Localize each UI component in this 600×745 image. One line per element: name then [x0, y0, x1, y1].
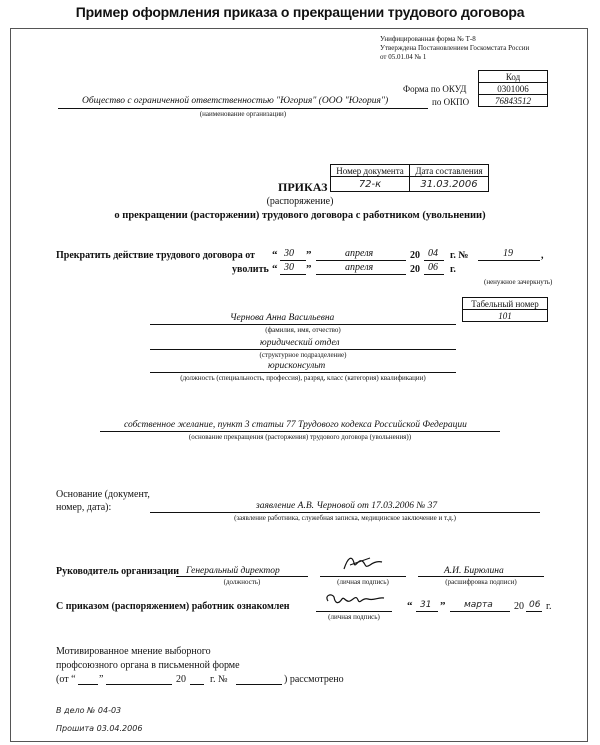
dismiss-day-line	[280, 274, 306, 275]
grounds-text: собственное желание, пункт 3 статьи 77 Трудового кодекса Российской Федерации	[124, 420, 467, 430]
union-year-line	[190, 684, 204, 685]
codes-header: Код	[479, 71, 548, 83]
order-subtitle: (распоряжение)	[266, 196, 334, 207]
terminate-label: Прекратить действие трудового договора от	[56, 250, 255, 261]
grounds-caption: (основание прекращения (расторжения) трудового договора (увольнения))	[188, 433, 412, 441]
union-line3-suffix: ) рассмотрено	[284, 674, 344, 685]
dismiss-month-line	[316, 274, 406, 275]
doc-date-header: Дата составления	[410, 165, 489, 177]
tab-number-value: 101	[463, 310, 548, 322]
doc-number-table	[330, 164, 489, 192]
head-position-caption: (должность)	[223, 578, 261, 586]
ack-quote-close: ”	[440, 600, 446, 612]
form-number: Унифицированная форма № Т-8	[380, 35, 476, 43]
ack-sign-line	[316, 611, 392, 612]
terminate-year: 04	[428, 248, 438, 259]
codes-table	[478, 70, 548, 107]
dismiss-label: уволить	[232, 264, 269, 275]
doc-number-header: Номер документа	[331, 165, 410, 177]
basis-label-line2: номер, дата):	[56, 502, 112, 513]
dismiss-year-line	[424, 274, 444, 275]
employee-name: Чернова Анна Васильевна	[230, 313, 335, 323]
order-title: ПРИКАЗ	[278, 180, 328, 194]
union-number-line	[236, 684, 282, 685]
employee-dept: юридический отдел	[260, 338, 340, 348]
head-name: А.И. Бирюлина	[444, 566, 504, 576]
ack-month-line	[450, 611, 510, 612]
head-name-caption: (расшифровка подписи)	[445, 578, 517, 586]
union-line3-quote-close: ”	[99, 674, 104, 685]
okud-label: Форма по ОКУД	[403, 84, 467, 94]
basis-label-line1: Основание (документ,	[56, 489, 150, 500]
dismiss-year-prefix: 20	[410, 264, 420, 275]
terminate-month: апреля	[345, 248, 374, 259]
terminate-number-line	[478, 260, 540, 261]
terminate-quote-open: “	[272, 249, 278, 261]
grounds-line	[100, 431, 500, 432]
terminate-day: 30	[284, 248, 294, 259]
organization-name: Общество с ограниченной ответственностью "Югория" (ООО "Югория")	[82, 96, 389, 106]
strike-note: (ненужное зачеркнуть)	[484, 278, 553, 286]
stitched-note: Прошита 03.04.2006	[56, 724, 143, 733]
ack-month: марта	[464, 600, 493, 610]
union-line3-g: г. №	[210, 674, 228, 685]
union-line2: профсоюзного органа в письменной форме	[56, 660, 240, 671]
basis-caption: (заявление работника, служебная записка, медицинское заключение и т.д.)	[234, 514, 456, 522]
employee-dept-line	[150, 349, 456, 350]
employee-name-caption: (фамилия, имя, отчество)	[265, 326, 341, 334]
basis-value: заявление А.В. Черновой от 17.03.2006 № 37	[256, 501, 438, 511]
ack-sign-caption: (личная подпись)	[328, 613, 380, 621]
form-approval: Утверждена Постановлением Госкомстата России	[380, 44, 530, 52]
organization-line	[58, 108, 428, 109]
terminate-number-label: г. №	[450, 250, 469, 261]
terminate-quote-close: ”	[306, 249, 312, 261]
terminate-comma: ,	[541, 250, 544, 261]
terminate-month-line	[316, 260, 406, 261]
doc-date-value: 31.03.2006	[410, 177, 489, 192]
union-day-line	[78, 684, 98, 685]
union-month-line	[106, 684, 172, 685]
ack-day: 31	[420, 600, 432, 610]
head-position-line	[176, 576, 308, 577]
employee-signature	[322, 591, 388, 611]
doc-number-value: 72-к	[331, 177, 410, 192]
ack-day-line	[416, 611, 438, 612]
ack-year-line	[526, 611, 542, 612]
ack-quote-open: “	[407, 600, 413, 612]
head-position: Генеральный директор	[186, 566, 280, 576]
okpo-label: по ОКПО	[432, 97, 470, 107]
terminate-day-line	[280, 260, 306, 261]
page-title: Пример оформления приказа о прекращении трудового договора	[75, 4, 525, 20]
head-sign-line	[320, 576, 406, 577]
form-approval-date: от 05.01.04 № 1	[380, 53, 427, 61]
employee-position-line	[150, 372, 456, 373]
head-label: Руководитель организации	[56, 566, 180, 577]
terminate-year-prefix: 20	[410, 250, 420, 261]
employee-dept-caption: (структурное подразделение)	[259, 351, 347, 359]
terminate-year-line	[424, 260, 444, 261]
dismiss-year: 06	[428, 262, 438, 273]
head-name-line	[418, 576, 544, 577]
ack-year: 06	[529, 600, 541, 610]
okpo-value: 76843512	[479, 95, 548, 107]
dismiss-month: апреля	[345, 262, 374, 273]
employee-position-caption: (должность (специальность, профессия), разряд, класс (категория) квалификации)	[180, 374, 426, 382]
tab-number-header: Табельный номер	[463, 298, 548, 310]
dismiss-g: г.	[450, 264, 456, 275]
tab-number-table	[462, 297, 548, 322]
head-signature	[340, 553, 384, 575]
basis-line	[150, 512, 540, 513]
dismiss-day: 30	[284, 262, 294, 273]
union-line3-20: 20	[176, 674, 186, 685]
order-heading: о прекращении (расторжении) трудового договора с работником (увольнении)	[114, 210, 486, 221]
archive-note: В дело № 04-03	[56, 706, 122, 715]
employee-name-line	[150, 324, 456, 325]
union-line3-prefix: (от “	[56, 674, 76, 685]
employee-position: юрисконсульт	[268, 361, 326, 371]
ack-g: г.	[546, 601, 552, 612]
head-sign-caption: (личная подпись)	[337, 578, 389, 586]
okud-value: 0301006	[479, 83, 548, 95]
union-line1: Мотивированное мнение выборного	[56, 646, 211, 657]
ack-year-prefix: 20	[514, 601, 524, 612]
form-frame	[10, 28, 588, 742]
dismiss-quote-open: “	[272, 263, 278, 275]
organization-caption: (наименование организации)	[199, 110, 287, 118]
dismiss-quote-close: ”	[306, 263, 312, 275]
terminate-number: 19	[503, 248, 513, 259]
ack-label: С приказом (распоряжением) работник ознакомлен	[56, 601, 290, 612]
